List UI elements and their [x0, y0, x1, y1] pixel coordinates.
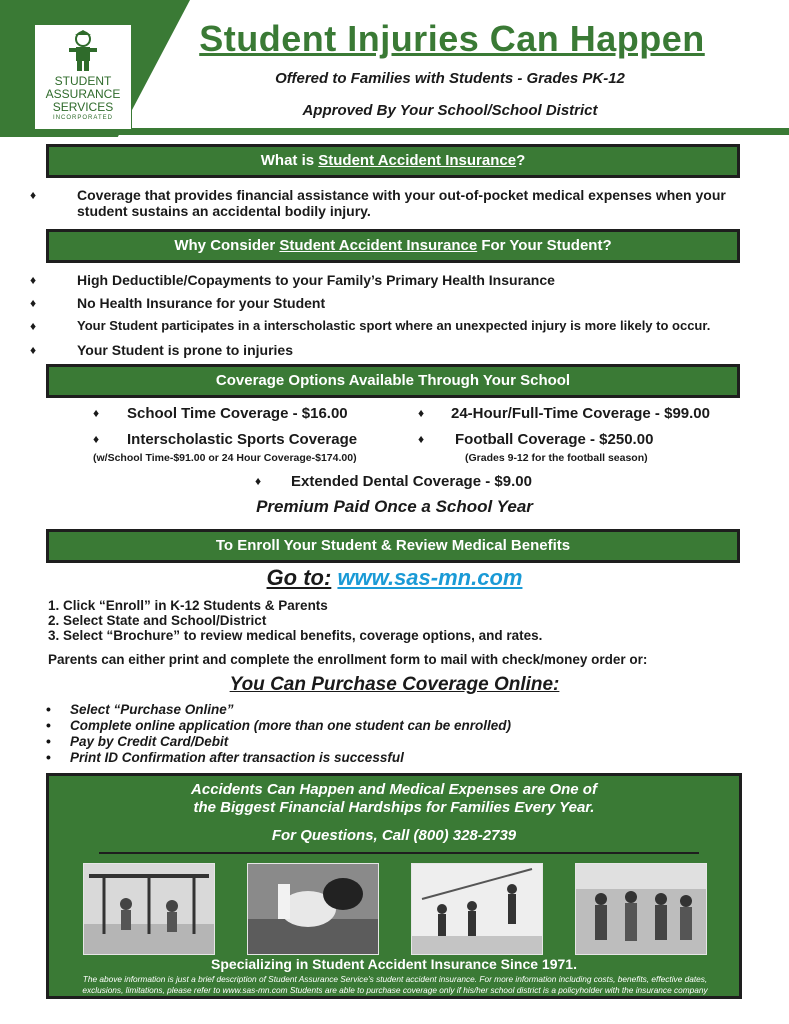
- online-item-2: Complete online application (more than one student can be enrolled): [70, 718, 512, 733]
- round-bullet-icon: •: [46, 701, 51, 717]
- why-bullet-text: High Deductible/Copayments to your Family’s Primary Health Insurance: [77, 272, 555, 288]
- panel-divider: [99, 852, 699, 854]
- online-item-4: Print ID Confirmation after transaction is successful: [70, 750, 404, 765]
- section-what-is-heading: [46, 144, 740, 178]
- logo-line-1: STUDENT: [54, 74, 112, 88]
- enroll-step-3: 3. Select “Brochure” to review medical benefits, coverage options, and rates.: [48, 628, 543, 643]
- diamond-bullet-icon: ♦: [93, 406, 100, 420]
- panel-line-1: Accidents Can Happen and Medical Expenses are One of: [191, 781, 597, 798]
- why-bullet-text: Your Student is prone to injuries: [77, 342, 293, 358]
- panel-questions: For Questions, Call (800) 328-2739: [271, 827, 517, 844]
- page-title: Student Injuries Can Happen: [199, 18, 705, 59]
- logo-line-4: INCORPORATED: [53, 115, 113, 121]
- diamond-bullet-icon: ♦: [30, 296, 37, 310]
- playground-illustration: [84, 864, 214, 954]
- logo-line-2: ASSURANCE: [45, 87, 121, 101]
- premium-note: Premium Paid Once a School Year: [256, 497, 533, 516]
- diamond-bullet-icon: ♦: [93, 432, 100, 446]
- subtitle-approved: Approved By Your School/School District: [302, 102, 598, 119]
- diamond-bullet-icon: ♦: [418, 432, 425, 446]
- fine-print-1: The above information is just a brief description of Student Assurance Service’s student accident insurance. For more information including costs, benefits, effective dates,: [82, 974, 708, 984]
- header-underline-rule: [118, 128, 789, 135]
- option-interscholastic: Interscholastic Sports Coverage: [127, 431, 358, 448]
- section-why-heading: [46, 229, 740, 263]
- option-24-hour: 24-Hour/Full-Time Coverage - $99.00: [451, 405, 710, 422]
- goto-label: Go to:: [266, 565, 332, 590]
- online-heading: You Can Purchase Coverage Online:: [229, 674, 560, 695]
- section-enroll-heading: [46, 529, 740, 563]
- enroll-step-1: 1. Click “Enroll” in K-12 Students & Parents: [48, 598, 328, 613]
- option-football-note: (Grades 9-12 for the football season): [465, 452, 648, 464]
- section-why-prefix: Why Consider: [174, 237, 280, 254]
- section-what-is-prefix: What is: [260, 152, 319, 169]
- photo-volleyball: [411, 863, 543, 955]
- option-football: Football Coverage - $250.00: [455, 431, 654, 448]
- section-what-is-underlined: Student Accident Insurance: [318, 152, 517, 169]
- why-bullet-text: No Health Insurance for your Student: [77, 295, 326, 311]
- photo-hallway: [575, 863, 707, 955]
- company-logo: [34, 24, 132, 130]
- parents-instructions: Parents can either print and complete the enrollment form to mail with check/money order or:: [48, 652, 648, 667]
- round-bullet-icon: •: [46, 749, 51, 765]
- contact-panel: [46, 773, 742, 999]
- why-bullet-text: Your Student participates in a interscholastic sport where an unexpected injury is more likely to occur.: [77, 318, 711, 333]
- hallway-illustration: [576, 864, 706, 954]
- online-item-1: Select “Purchase Online”: [70, 702, 234, 717]
- online-item-3: Pay by Credit Card/Debit: [70, 734, 229, 749]
- diamond-bullet-icon: ♦: [255, 474, 262, 488]
- section-coverage-title: Coverage Options Available Through Your School: [215, 372, 571, 389]
- option-school-time: School Time Coverage - $16.00: [127, 405, 348, 422]
- subtitle-grades: Offered to Families with Students - Grades PK-12: [275, 70, 625, 87]
- photo-football: [247, 863, 379, 955]
- section-why-underlined: Student Accident Insurance: [279, 237, 478, 254]
- round-bullet-icon: •: [46, 733, 51, 749]
- diamond-bullet-icon: ♦: [30, 319, 37, 333]
- website-link[interactable]: www.sas-mn.com: [337, 565, 523, 590]
- goto-line: [0, 565, 789, 591]
- diamond-bullet-icon: ♦: [30, 273, 37, 287]
- panel-specializing: Specializing in Student Accident Insurance Since 1971.: [211, 956, 577, 972]
- football-illustration: [248, 864, 378, 954]
- panel-line-2: the Biggest Financial Hardships for Families Every Year.: [193, 799, 595, 816]
- round-bullet-icon: •: [46, 717, 51, 733]
- fine-print-2: exclusions, limitations, please refer to www.sas-mn.com Students are able to purchase coverage only if his/her school district is a policyholder with the insurance company: [82, 985, 708, 995]
- option-interscholastic-note: (w/School Time-$91.00 or 24 Hour Coverage-$174.00): [93, 452, 357, 464]
- photo-playground: [83, 863, 215, 955]
- section-enroll-title: To Enroll Your Student & Review Medical Benefits: [215, 537, 571, 554]
- section-why-suffix: For Your Student?: [477, 237, 612, 254]
- diamond-bullet-icon: ♦: [418, 406, 425, 420]
- what-is-bullet-text: Coverage that provides financial assistance with your out-of-pocket medical expenses when your student sustains an accidental bodily injury.: [77, 187, 726, 219]
- diamond-bullet-icon: ♦: [30, 188, 37, 202]
- mascot-icon: [63, 29, 103, 73]
- section-coverage-heading: [46, 364, 740, 398]
- logo-line-3: SERVICES: [52, 100, 114, 114]
- section-what-is-suffix: ?: [516, 152, 526, 169]
- diamond-bullet-icon: ♦: [30, 343, 37, 357]
- enroll-step-2: 2. Select State and School/District: [48, 613, 267, 628]
- volleyball-illustration: [412, 864, 542, 954]
- option-dental: Extended Dental Coverage - $9.00: [291, 473, 532, 490]
